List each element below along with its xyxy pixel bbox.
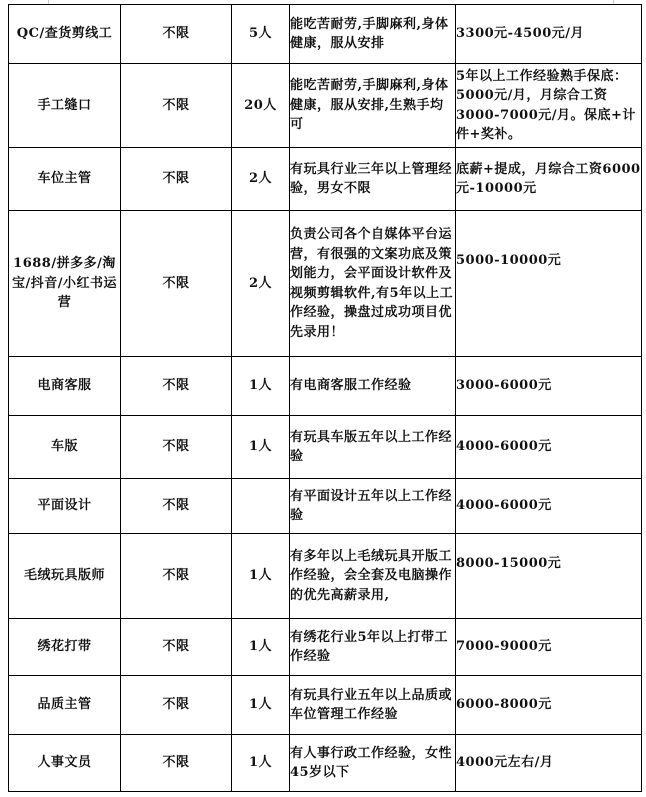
education-cell: 不限 bbox=[121, 619, 232, 676]
salary-cell: 8000-15000元 bbox=[456, 534, 642, 619]
salary-cell: 5000-10000元 bbox=[456, 211, 642, 357]
headcount-cell: 1人 bbox=[232, 735, 290, 792]
job-listings-table bbox=[8, 4, 642, 792]
education-cell: 不限 bbox=[121, 534, 232, 619]
headcount-cell: 1人 bbox=[232, 534, 290, 619]
headcount-cell: 1人 bbox=[232, 357, 290, 416]
job-title-cell: 电商客服 bbox=[9, 357, 121, 416]
headcount-cell: 2人 bbox=[232, 148, 290, 211]
requirements-cell: 有绣花行业5年以上打带工作经验 bbox=[290, 619, 456, 676]
requirements-cell: 有玩具行业五年以上品质或车位管理工作经验 bbox=[290, 676, 456, 735]
table-row bbox=[9, 479, 642, 534]
salary-cell: 3300元-4500元/月 bbox=[456, 5, 642, 64]
salary-cell: 4000元左右/月 bbox=[456, 735, 642, 792]
requirements-cell: 有平面设计五年以上工作经验 bbox=[290, 479, 456, 534]
table-row bbox=[9, 416, 642, 479]
table-row bbox=[9, 148, 642, 211]
education-cell: 不限 bbox=[121, 676, 232, 735]
requirements-cell: 能吃苦耐劳,手脚麻利,身体健康，服从安排,生熟手均可 bbox=[290, 64, 456, 148]
job-title-cell: 绣花打带 bbox=[9, 619, 121, 676]
job-title-cell: 人事文员 bbox=[9, 735, 121, 792]
salary-cell: 3000-6000元 bbox=[456, 357, 642, 416]
headcount-cell: 5人 bbox=[232, 5, 290, 64]
education-cell: 不限 bbox=[121, 211, 232, 357]
salary-cell: 底薪+提成，月综合工资6000元-10000元 bbox=[456, 148, 642, 211]
requirements-cell: 能吃苦耐劳,手脚麻利,身体健康，服从安排 bbox=[290, 5, 456, 64]
headcount-cell: 20人 bbox=[232, 64, 290, 148]
headcount-cell: 2人 bbox=[232, 211, 290, 357]
table-row bbox=[9, 357, 642, 416]
headcount-cell bbox=[232, 479, 290, 534]
salary-cell: 6000-8000元 bbox=[456, 676, 642, 735]
job-title-cell: 毛绒玩具版师 bbox=[9, 534, 121, 619]
table-row bbox=[9, 676, 642, 735]
job-title-cell: 1688/拼多多/淘宝/抖音/小红书运营 bbox=[9, 211, 121, 357]
education-cell: 不限 bbox=[121, 479, 232, 534]
requirements-cell: 有人事行政工作经验，女性45岁以下 bbox=[290, 735, 456, 792]
salary-cell: 5年以上工作经验熟手保底：5000元/月，月综合工资3000-7000元/月。保底+计件+奖补。 bbox=[456, 64, 642, 148]
job-title-cell: 平面设计 bbox=[9, 479, 121, 534]
table-row bbox=[9, 534, 642, 619]
table-row bbox=[9, 735, 642, 792]
requirements-cell: 有玩具车版五年以上工作经验 bbox=[290, 416, 456, 479]
table-row bbox=[9, 211, 642, 357]
headcount-cell: 1人 bbox=[232, 619, 290, 676]
education-cell: 不限 bbox=[121, 357, 232, 416]
requirements-cell: 有多年以上毛绒玩具开版工作经验，会全套及电脑操作的优先高薪录用, bbox=[290, 534, 456, 619]
requirements-cell: 有玩具行业三年以上管理经验，男女不限 bbox=[290, 148, 456, 211]
headcount-cell: 1人 bbox=[232, 676, 290, 735]
requirements-cell: 有电商客服工作经验 bbox=[290, 357, 456, 416]
education-cell: 不限 bbox=[121, 148, 232, 211]
salary-cell: 4000-6000元 bbox=[456, 416, 642, 479]
education-cell: 不限 bbox=[121, 735, 232, 792]
requirements-cell: 负责公司各个自媒体平台运营，有很强的文案功底及策划能力，会平面设计软件及视频剪辑软件,有5年以上工作经验，操盘过成功项目优先录用！ bbox=[290, 211, 456, 357]
job-title-cell: QC/查货剪线工 bbox=[9, 5, 121, 64]
job-title-cell: 车版 bbox=[9, 416, 121, 479]
job-title-cell: 品质主管 bbox=[9, 676, 121, 735]
job-title-cell: 车位主管 bbox=[9, 148, 121, 211]
headcount-cell: 1人 bbox=[232, 416, 290, 479]
education-cell: 不限 bbox=[121, 64, 232, 148]
salary-cell: 4000-6000元 bbox=[456, 479, 642, 534]
education-cell: 不限 bbox=[121, 5, 232, 64]
table-row bbox=[9, 5, 642, 64]
education-cell: 不限 bbox=[121, 416, 232, 479]
salary-cell: 7000-9000元 bbox=[456, 619, 642, 676]
table-row bbox=[9, 64, 642, 148]
job-title-cell: 手工缝口 bbox=[9, 64, 121, 148]
table-row bbox=[9, 619, 642, 676]
